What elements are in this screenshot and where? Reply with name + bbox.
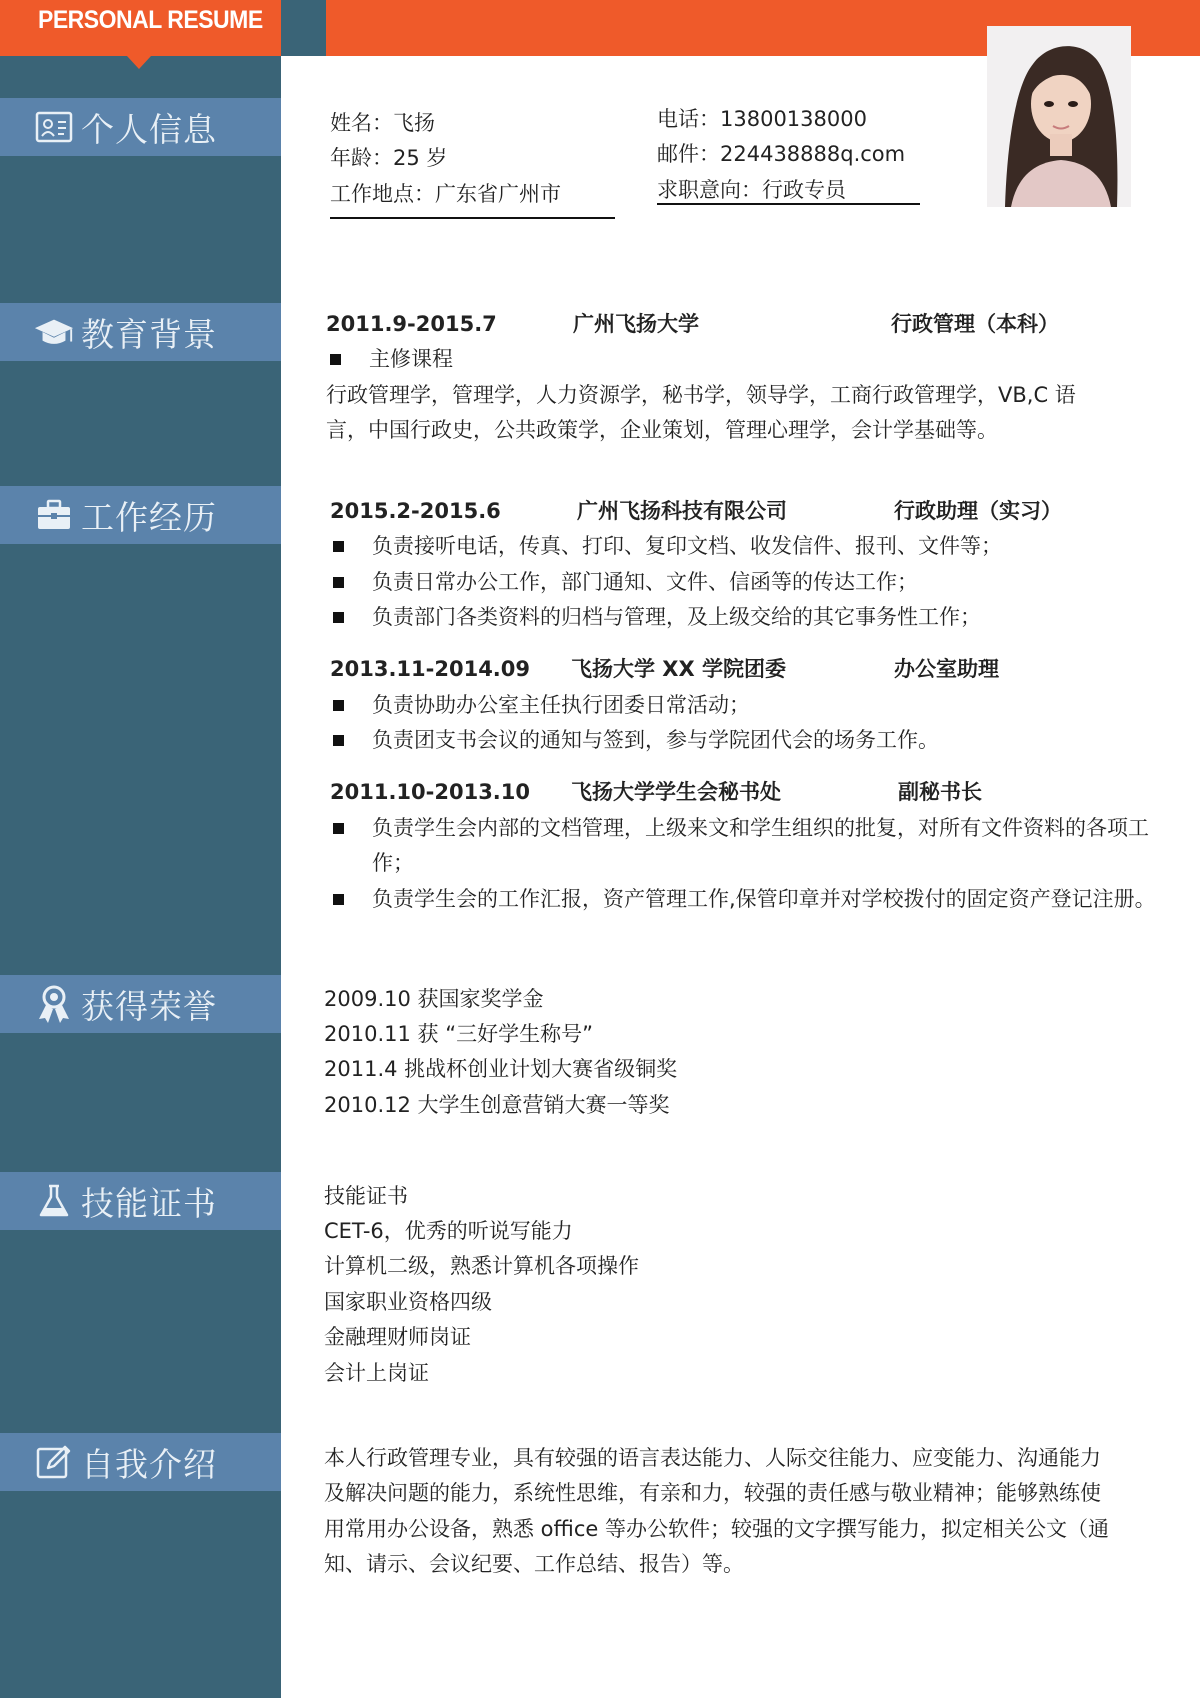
bullet bbox=[330, 354, 341, 365]
intro-line-1: 及解决问题的能力，系统性思维，有亲和力，较强的责任感与敬业精神；能够熟练使 bbox=[324, 1481, 1101, 1505]
profile-photo bbox=[987, 26, 1131, 207]
work-0-role: 行政助理（实习） bbox=[894, 499, 1062, 523]
section-title-education: 教育背景 bbox=[81, 314, 217, 354]
work-1-role: 办公室助理 bbox=[894, 657, 999, 681]
work-2-duty-0: 负责学生会内部的文档管理，上级来文和学生组织的批复，对所有文件资料的各项工 bbox=[372, 816, 1149, 840]
honor-0: 2009.10 获国家奖学金 bbox=[324, 987, 544, 1011]
section-title-work: 工作经历 bbox=[81, 497, 217, 537]
personal-objective: 求职意向：行政专员 bbox=[657, 178, 846, 202]
work-0-duty-1: 负责日常办公工作，部门通知、文件、信函等的传达工作； bbox=[372, 570, 918, 594]
personal-phone: 电话：13800138000 bbox=[657, 107, 867, 131]
section-tab-honors bbox=[0, 975, 281, 1033]
education-courses-label: 主修课程 bbox=[369, 347, 453, 371]
honor-2: 2011.4 挑战杯创业计划大赛省级铜奖 bbox=[324, 1057, 678, 1081]
work-1-duty-1: 负责团支书会议的通知与签到，参与学院团代会的场务工作。 bbox=[372, 728, 939, 752]
intro-line-3: 知、请示、会议纪要、工作总结、报告）等。 bbox=[324, 1552, 744, 1576]
work-2-org: 飞扬大学学生会秘书处 bbox=[571, 780, 781, 804]
skill-3: 国家职业资格四级 bbox=[324, 1290, 492, 1314]
work-2-duty-1: 负责学生会的工作汇报，资产管理工作,保管印章并对学校拨付的固定资产登记注册。 bbox=[372, 887, 1156, 911]
bullet bbox=[333, 577, 344, 588]
brand-notch bbox=[127, 56, 151, 69]
education-courses-line2: 言，中国行政史，公共政策学，企业策划，管理心理学，会计学基础等。 bbox=[326, 418, 998, 442]
skill-5: 会计上岗证 bbox=[324, 1361, 429, 1385]
bullet bbox=[333, 894, 344, 905]
intro-line-0: 本人行政管理专业，具有较强的语言表达能力、人际交往能力、应变能力、沟通能力 bbox=[324, 1446, 1101, 1470]
brand-title: PERSONAL RESUME bbox=[38, 4, 263, 34]
education-period: 2011.9-2015.7 bbox=[326, 312, 497, 336]
skill-4: 金融理财师岗证 bbox=[324, 1325, 471, 1349]
personal-email: 邮件：224438888q.com bbox=[657, 142, 906, 166]
personal-underline-left bbox=[330, 217, 615, 219]
section-tab-personal bbox=[0, 98, 281, 156]
section-tab-skills bbox=[0, 1172, 281, 1230]
intro-line-2: 用常用办公设备，熟悉 office 等办公软件；较强的文字撰写能力，拟定相关公文（通 bbox=[324, 1517, 1109, 1541]
section-tab-education bbox=[0, 303, 281, 361]
flask-icon bbox=[33, 1180, 75, 1222]
education-school: 广州飞扬大学 bbox=[573, 312, 699, 336]
honor-3: 2010.12 大学生创意营销大赛一等奖 bbox=[324, 1093, 670, 1117]
personal-name: 姓名：飞扬 bbox=[330, 111, 435, 135]
personal-underline-right bbox=[657, 203, 920, 205]
briefcase-icon bbox=[33, 494, 75, 536]
work-0-duty-0: 负责接听电话，传真、打印、复印文档、收发信件、报刊、文件等； bbox=[372, 534, 1002, 558]
education-major: 行政管理（本科） bbox=[891, 312, 1059, 336]
skill-0: 技能证书 bbox=[324, 1184, 408, 1208]
graduation-cap-icon bbox=[33, 311, 75, 353]
skill-2: 计算机二级，熟悉计算机各项操作 bbox=[324, 1254, 639, 1278]
personal-location: 工作地点：广东省广州市 bbox=[330, 182, 561, 206]
work-2-role: 副秘书长 bbox=[898, 780, 982, 804]
section-title-skills: 技能证书 bbox=[81, 1183, 217, 1223]
bullet bbox=[333, 700, 344, 711]
bullet bbox=[333, 735, 344, 746]
skill-1: CET-6，优秀的听说写能力 bbox=[324, 1219, 573, 1243]
section-title-intro: 自我介绍 bbox=[81, 1444, 217, 1484]
education-courses-line1: 行政管理学，管理学，人力资源学，秘书学，领导学，工商行政管理学，VB,C 语 bbox=[326, 383, 1076, 407]
work-0-period: 2015.2-2015.6 bbox=[330, 499, 501, 523]
work-1-period: 2013.11-2014.09 bbox=[330, 657, 531, 681]
personal-age: 年龄：25 岁 bbox=[330, 146, 448, 170]
header-gap bbox=[281, 0, 326, 56]
edit-note-icon bbox=[33, 1441, 75, 1483]
section-tab-intro bbox=[0, 1433, 281, 1491]
work-0-duty-2: 负责部门各类资料的归档与管理，及上级交给的其它事务性工作； bbox=[372, 605, 981, 629]
work-2-duty-0-cont: 作； bbox=[372, 851, 414, 875]
work-2-period: 2011.10-2013.10 bbox=[330, 780, 531, 804]
section-title-personal: 个人信息 bbox=[81, 109, 217, 149]
work-1-org: 飞扬大学 XX 学院团委 bbox=[571, 657, 787, 681]
award-ribbon-icon bbox=[33, 983, 75, 1025]
bullet bbox=[333, 612, 344, 623]
section-tab-work bbox=[0, 486, 281, 544]
work-1-duty-0: 负责协助办公室主任执行团委日常活动； bbox=[372, 693, 750, 717]
bullet bbox=[333, 823, 344, 834]
work-0-org: 广州飞扬科技有限公司 bbox=[577, 499, 787, 523]
honor-1: 2010.11 获 “三好学生称号” bbox=[324, 1022, 593, 1046]
bullet bbox=[333, 541, 344, 552]
section-title-honors: 获得荣誉 bbox=[81, 986, 217, 1026]
id-card-icon bbox=[33, 106, 75, 148]
